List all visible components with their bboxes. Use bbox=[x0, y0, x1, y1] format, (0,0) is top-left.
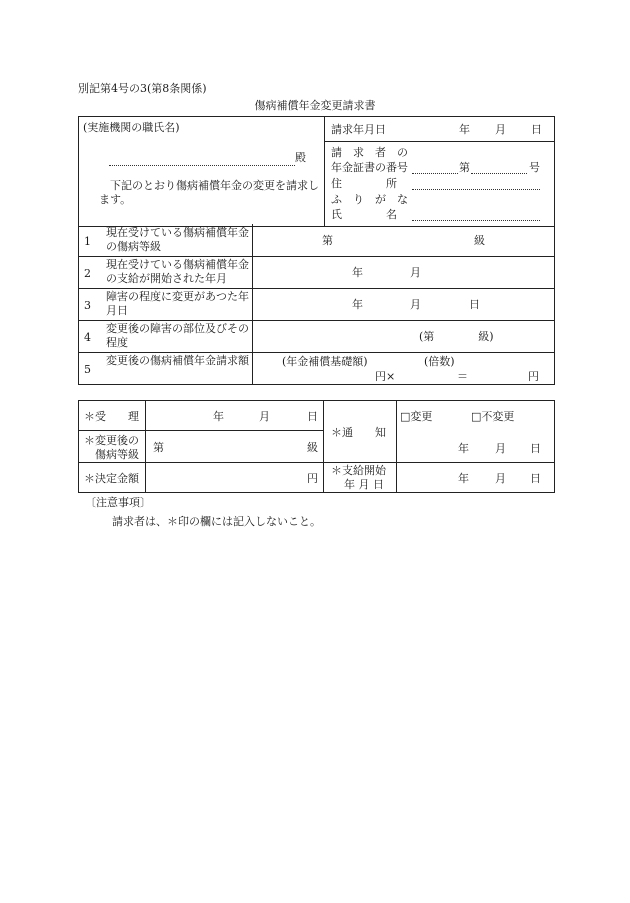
divider bbox=[252, 224, 253, 384]
items-table bbox=[78, 224, 555, 385]
date-day: 日 bbox=[531, 123, 542, 136]
item-number: 3 bbox=[84, 299, 91, 312]
notice-year: 年 bbox=[458, 442, 469, 455]
notes-body: 請求者は、＊印の欄には記入しないこと。 bbox=[112, 515, 321, 528]
item-number: 1 bbox=[84, 235, 91, 248]
equals-sign: ＝ bbox=[457, 370, 468, 383]
form-reference: 別記第4号の3(第8条関係) bbox=[78, 82, 207, 95]
received-month: 月 bbox=[259, 410, 270, 423]
payment-start-day: 日 bbox=[530, 472, 541, 485]
agency-label: (実施機関の職氏名) bbox=[83, 121, 180, 134]
divider bbox=[79, 462, 323, 463]
date-month: 月 bbox=[495, 123, 506, 136]
value-kyu: 級 bbox=[474, 234, 485, 247]
item-number: 5 bbox=[84, 363, 91, 376]
dai-label: 第 bbox=[459, 161, 470, 174]
item-label: 現在受けている傷病補償年金の傷病等級 bbox=[106, 226, 249, 253]
yen-times: 円× bbox=[375, 370, 396, 383]
date-year: 年 bbox=[459, 123, 470, 136]
divider bbox=[79, 288, 554, 289]
notice-month: 月 bbox=[495, 442, 506, 455]
new-grade-label-1: ＊変更後の bbox=[84, 434, 139, 447]
value-year: 年 bbox=[352, 266, 363, 279]
multiplier-label: (倍数) bbox=[424, 355, 455, 368]
page-title: 傷病補償年金変更請求書 bbox=[254, 99, 376, 112]
divider bbox=[323, 401, 324, 492]
furigana-label: ふ り が な bbox=[331, 193, 408, 206]
received-year: 年 bbox=[213, 410, 224, 423]
item-label: 現在受けている傷病補償年金の支給が開始された年月 bbox=[106, 258, 249, 285]
address-field[interactable] bbox=[412, 179, 540, 190]
new-grade-kyu: 級 bbox=[307, 441, 318, 454]
divider bbox=[396, 401, 397, 492]
request-block bbox=[78, 116, 555, 227]
new-grade-label-2: 傷病等級 bbox=[95, 448, 139, 461]
payment-start-label-2: 年 月 日 bbox=[344, 478, 384, 491]
agency-field[interactable] bbox=[109, 155, 295, 166]
name-label: 氏 名 bbox=[331, 208, 397, 221]
decided-amount-label: ＊決定金額 bbox=[84, 472, 139, 485]
base-amount-label: (年金補償基礎額) bbox=[282, 355, 368, 368]
date-label: 請求年月日 bbox=[331, 123, 386, 136]
dono-label: 殿 bbox=[295, 151, 306, 164]
no-change-checkbox[interactable]: □不変更 bbox=[471, 410, 515, 423]
value-day: 日 bbox=[469, 298, 480, 311]
divider bbox=[79, 430, 323, 431]
item-label: 障害の程度に変更があつた年月日 bbox=[106, 290, 249, 317]
payment-start-month: 月 bbox=[495, 472, 506, 485]
divider bbox=[79, 320, 554, 321]
received-label: ＊受 理 bbox=[84, 410, 139, 423]
divider bbox=[323, 462, 554, 463]
yen-total: 円 bbox=[528, 370, 539, 383]
value-year: 年 bbox=[352, 298, 363, 311]
divider bbox=[79, 352, 554, 353]
received-day: 日 bbox=[307, 410, 318, 423]
payment-start-year: 年 bbox=[458, 472, 469, 485]
value-grade: (第 級) bbox=[419, 330, 494, 343]
value-month: 月 bbox=[410, 266, 421, 279]
name-field[interactable] bbox=[412, 210, 540, 221]
change-checkbox[interactable]: □変更 bbox=[400, 410, 433, 423]
divider bbox=[145, 401, 146, 492]
notice-label: ＊通 知 bbox=[331, 426, 386, 439]
value-dai: 第 bbox=[322, 234, 333, 247]
new-grade-dai: 第 bbox=[153, 441, 164, 454]
notes-heading: 〔注意事項〕 bbox=[85, 496, 151, 509]
notice-day: 日 bbox=[530, 442, 541, 455]
divider bbox=[79, 256, 554, 257]
claimant-label-2: 年金証書の番号 bbox=[331, 161, 408, 174]
divider bbox=[324, 117, 325, 226]
value-month: 月 bbox=[410, 298, 421, 311]
decided-amount-yen: 円 bbox=[307, 472, 318, 485]
item-label: 変更後の傷病補償年金請求額 bbox=[106, 354, 249, 367]
divider bbox=[324, 141, 554, 142]
item-number: 4 bbox=[84, 331, 91, 344]
office-use-block bbox=[78, 400, 555, 493]
payment-start-label-1: ＊支給開始 bbox=[331, 464, 386, 477]
request-text: 下記のとおり傷病補償年金の変更を請求します。 bbox=[99, 179, 319, 206]
item-label: 変更後の障害の部位及びその程度 bbox=[106, 322, 249, 349]
pension-no-field-a[interactable] bbox=[412, 163, 458, 174]
item-number: 2 bbox=[84, 267, 91, 280]
address-label: 住 所 bbox=[331, 177, 397, 190]
go-label: 号 bbox=[529, 161, 540, 174]
claimant-label-1: 請 求 者 の bbox=[331, 146, 408, 159]
pension-no-field[interactable] bbox=[471, 163, 527, 174]
